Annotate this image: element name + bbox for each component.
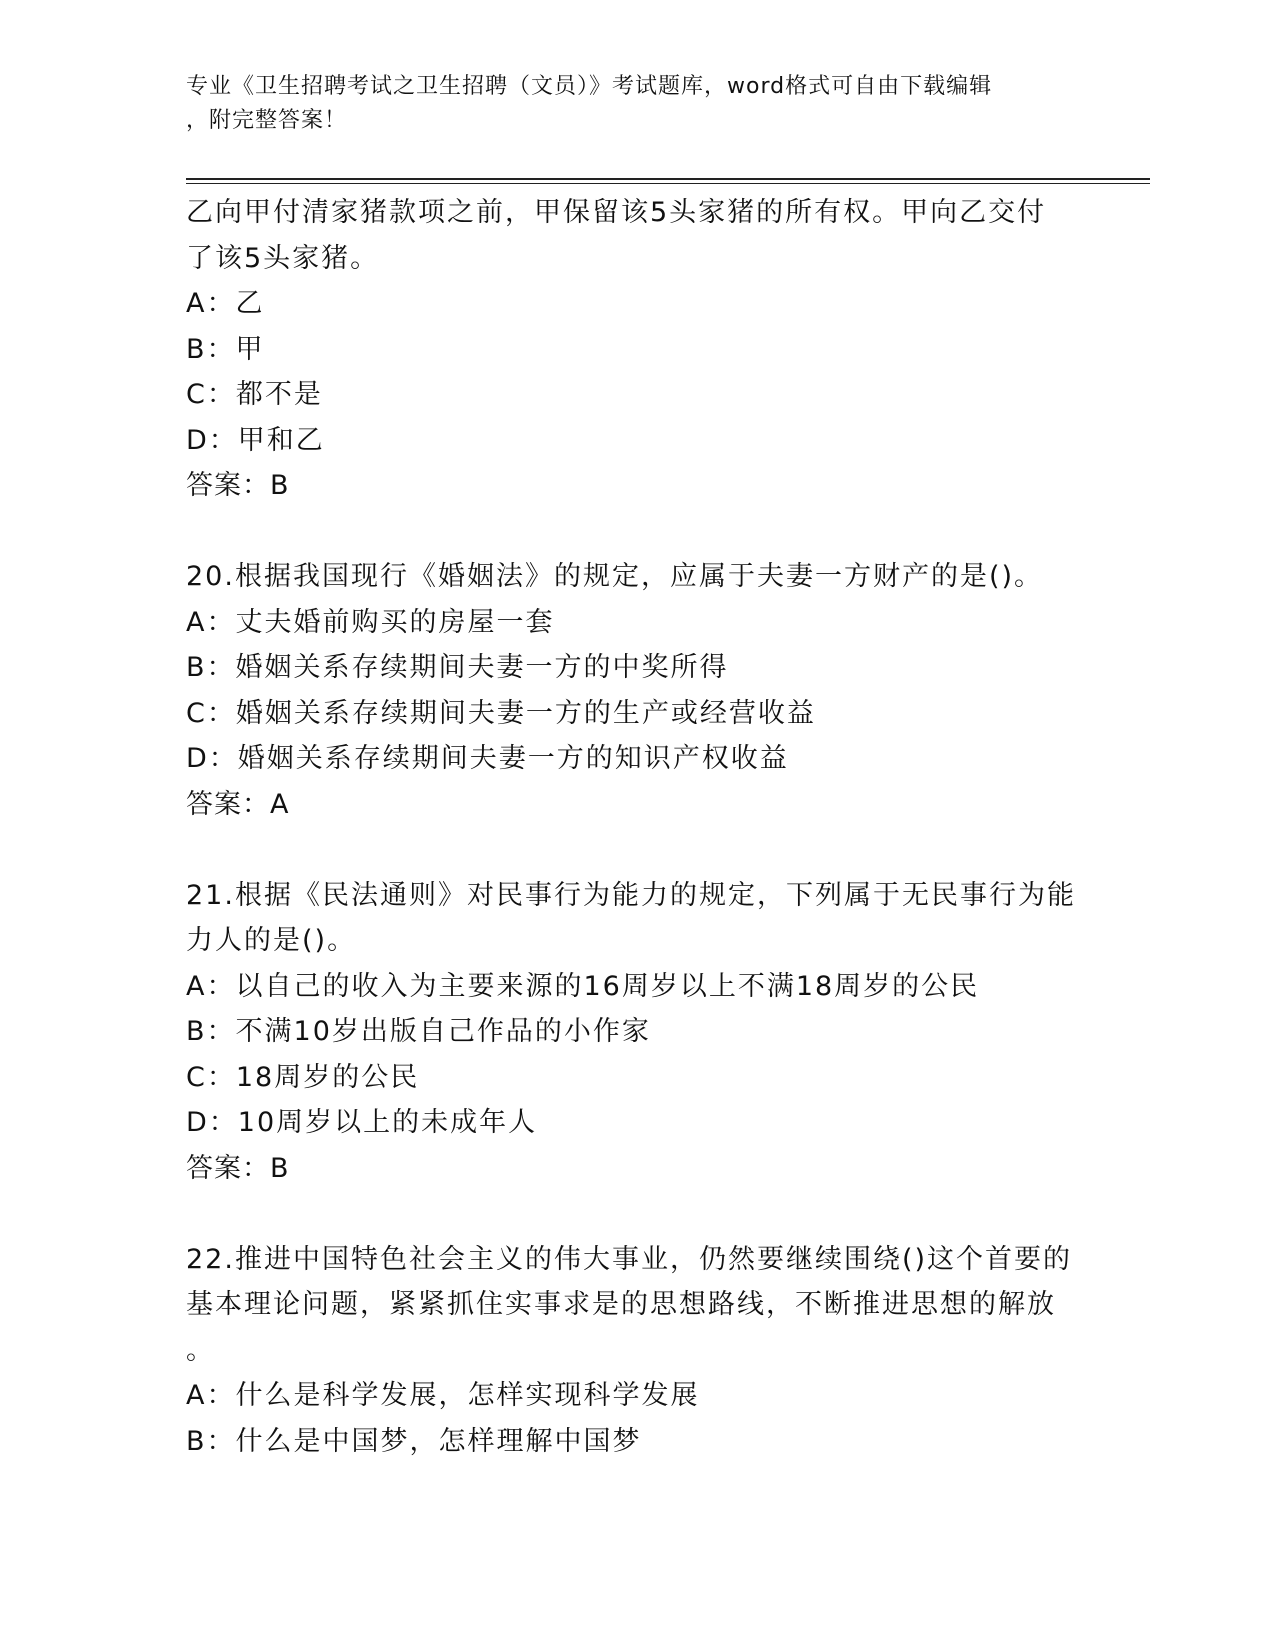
option-d: D：婚姻关系存续期间夫妻一方的知识产权收益: [186, 743, 789, 774]
question-stem-line: 。: [186, 1334, 215, 1366]
answer-line: 答案：B: [186, 1152, 290, 1184]
option-d: D：甲和乙: [186, 424, 325, 456]
header-line-2: ，附完整答案！: [186, 108, 348, 133]
option-a: A：以自己的收入为主要来源的16周岁以上不满18周岁的公民: [186, 970, 980, 1002]
header-line-1: 专业《卫生招聘考试之卫生招聘（文员）》考试题库，word格式可自由下载编辑: [186, 74, 993, 99]
option-d: D：10周岁以上的未成年人: [186, 1107, 538, 1138]
question-22: [186, 1237, 1086, 1465]
question-stem-line: 21.根据《民法通则》对民事行为能力的规定，下列属于无民事行为能: [186, 879, 1076, 911]
spacer: [186, 827, 1086, 873]
answer-line: 答案：A: [186, 788, 290, 820]
option-c: C：18周岁的公民: [186, 1061, 420, 1093]
question-stem-line: 力人的是()。: [186, 925, 357, 956]
option-a: A：丈夫婚前购买的房屋一套: [186, 606, 555, 638]
question-stem-line: 22.推进中国特色社会主义的伟大事业，仍然要继续围绕()这个首要的: [186, 1243, 1073, 1275]
question-19: [186, 190, 1086, 509]
option-b: B：不满10岁出版自己作品的小作家: [186, 1016, 651, 1047]
question-stem-line: 了该5头家猪。: [186, 242, 380, 274]
question-21: [186, 873, 1086, 1192]
option-b: B：婚姻关系存续期间夫妻一方的中奖所得: [186, 652, 729, 683]
option-a: A：什么是科学发展，怎样实现科学发展: [186, 1380, 700, 1411]
question-content: [186, 190, 1086, 1464]
option-c: C：都不是: [186, 379, 323, 410]
question-20: [186, 554, 1086, 827]
spacer: [186, 1191, 1086, 1237]
option-c: C：婚姻关系存续期间夫妻一方的生产或经营收益: [186, 697, 816, 729]
header-rule-thick: [186, 178, 1150, 180]
option-a: A：乙: [186, 288, 265, 319]
question-stem-line: 基本理论问题，紧紧抓住实事求是的思想路线，不断推进思想的解放: [186, 1289, 1056, 1320]
header-rule-thin: [186, 183, 1150, 184]
question-stem-line: 乙向甲付清家猪款项之前，甲保留该5头家猪的所有权。甲向乙交付: [186, 197, 1047, 228]
answer-line: 答案：B: [186, 470, 290, 501]
document-header: [186, 70, 1066, 138]
option-b: B：甲: [186, 333, 265, 365]
question-stem-line: 20.根据我国现行《婚姻法》的规定，应属于夫妻一方财产的是()。: [186, 561, 1044, 592]
spacer: [186, 509, 1086, 555]
option-b: B：什么是中国梦，怎样理解中国梦: [186, 1425, 642, 1457]
